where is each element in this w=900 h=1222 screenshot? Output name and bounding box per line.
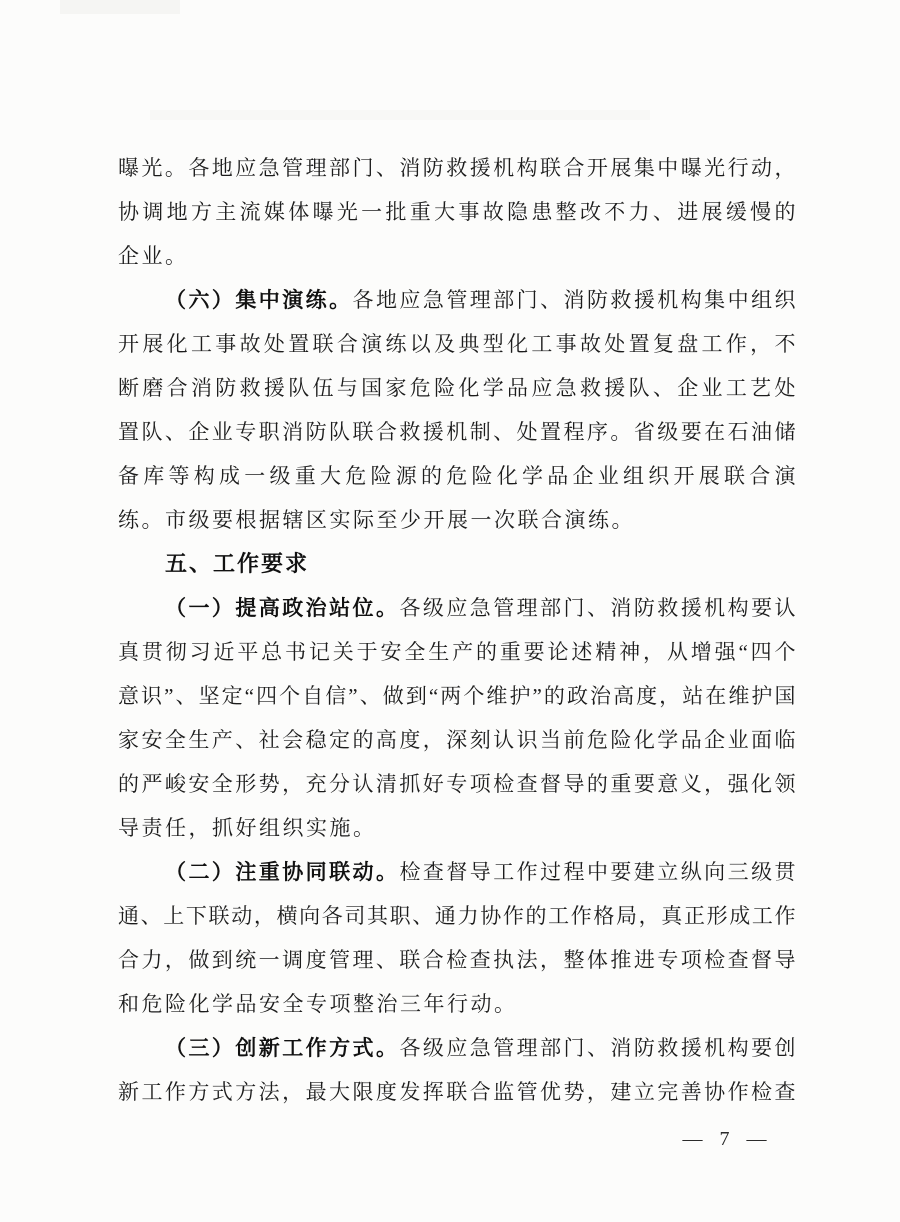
page-number: — 7 — [682,1128,768,1150]
body-text: 备库等构成一级重大危险源的危险化学品企业组织开展联合演 [118,464,796,488]
body-text: 协调地方主流媒体曝光一批重大事故隐患整改不力、进展缓慢的 [118,200,796,224]
document-line [118,806,796,850]
document-line [118,190,796,234]
body-text: 的严峻安全形势，充分认清抓好专项检查督导的重要意义，强化领 [118,772,796,796]
document-line [118,410,796,454]
document-line [118,938,796,982]
document-line [118,630,796,674]
body-text: 新工作方式方法，最大限度发挥联合监管优势，建立完善协作检查 [118,1080,796,1104]
body-text: 和危险化学品安全专项整治三年行动。 [118,992,518,1016]
body-text: 合力，做到统一调度管理、联合检查执法，整体推进专项检查督导 [118,948,796,972]
body-text: 真贯彻习近平总书记关于安全生产的重要论述精神，从增强“四个 [118,640,796,664]
body-text: 断磨合消防救援队伍与国家危险化学品应急救援队、企业工艺处 [118,376,796,400]
scan-artifact [60,0,180,14]
document-line [118,278,796,322]
document-line [118,234,796,278]
document-line [118,454,796,498]
body-text: 企业。 [118,244,189,268]
section-heading [118,542,796,586]
body-text: 家安全生产、社会稳定的高度，深刻认识当前危险化学品企业面临 [118,728,796,752]
body-text: 各地应急管理部门、消防救援机构集中组织 [352,288,796,312]
body-text: 导责任，抓好组织实施。 [118,816,377,840]
bold-lead-in: （三）创新工作方式。 [165,1036,400,1060]
body-text: 各级应急管理部门、消防救援机构要创 [399,1036,796,1060]
document-line [118,1070,796,1114]
document-line [118,146,796,190]
body-text: 开展化工事故处置联合演练以及典型化工事故处置复盘工作，不 [118,332,796,356]
bold-lead-in: 五、工作要求 [165,551,310,576]
body-text: 通、上下联动，横向各司其职、通力协作的工作格局，真正形成工作 [118,904,796,928]
document-line [118,674,796,718]
document-line [118,850,796,894]
document-line [118,498,796,542]
body-text: 练。市级要根据辖区实际至少开展一次联合演练。 [118,508,635,532]
document-line [118,366,796,410]
document-line [118,322,796,366]
body-text: 曝光。各地应急管理部门、消防救援机构联合开展集中曝光行动， [118,156,796,180]
bold-lead-in: （二）注重协同联动。 [165,860,400,884]
body-text: 检查督导工作过程中要建立纵向三级贯 [399,860,796,884]
document-line [118,1026,796,1070]
body-text: 置队、企业专职消防队联合救援机制、处置程序。省级要在石油储 [118,420,796,444]
body-text: 意识”、坚定“四个自信”、做到“两个维护”的政治高度，站在维护国 [118,684,796,708]
document-line [118,894,796,938]
document-body [118,146,796,1114]
document-line [118,586,796,630]
document-line [118,982,796,1026]
scan-artifact [150,110,650,120]
document-line [118,718,796,762]
body-text: 各级应急管理部门、消防救援机构要认 [399,596,796,620]
bold-lead-in: （一）提高政治站位。 [165,596,400,620]
document-line [118,762,796,806]
bold-lead-in: （六）集中演练。 [165,288,353,312]
